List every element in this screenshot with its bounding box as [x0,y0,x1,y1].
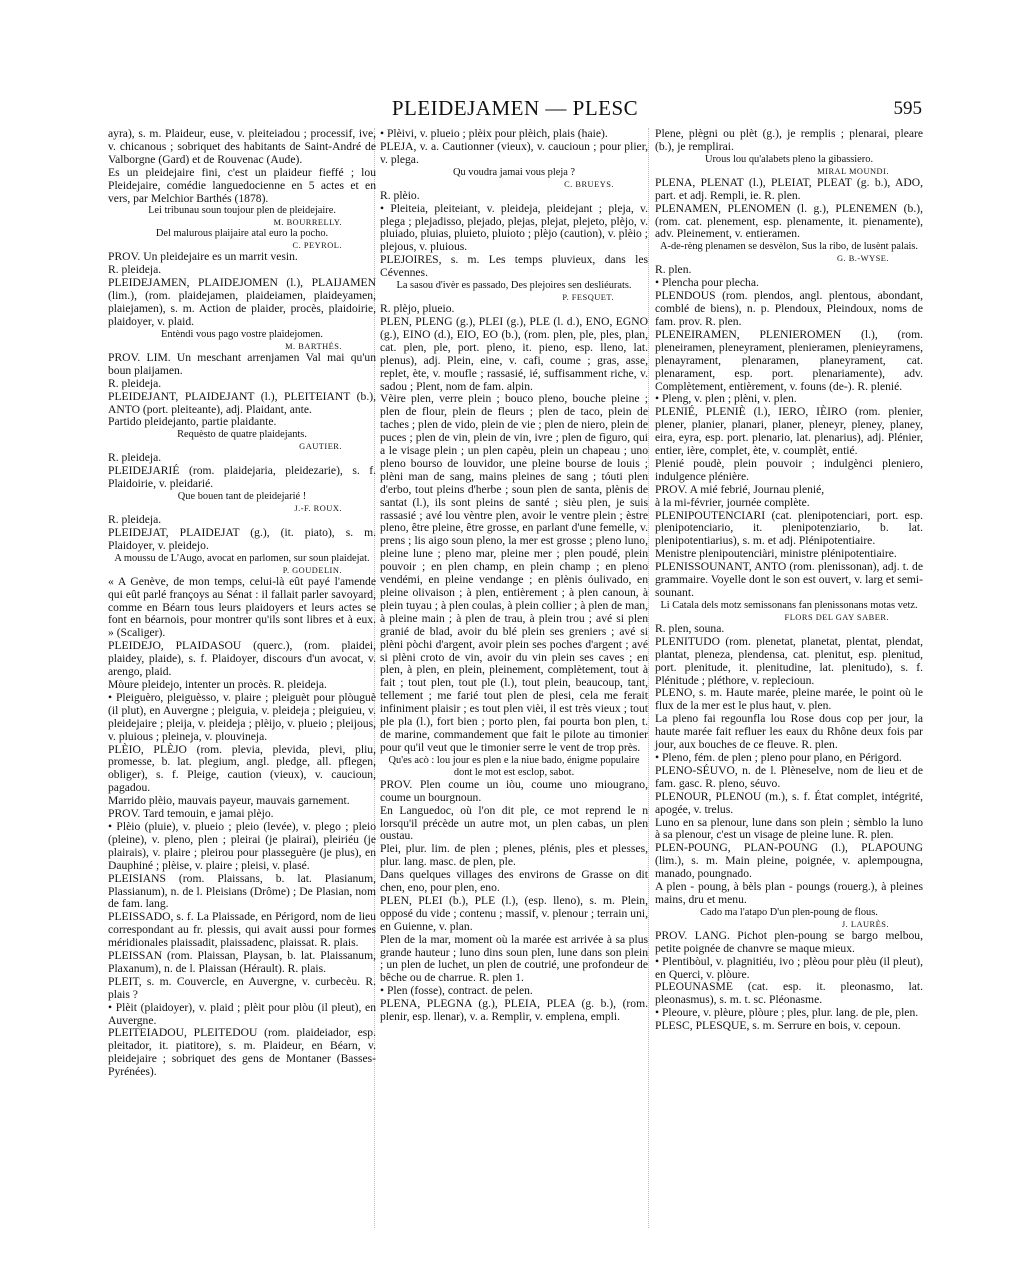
dictionary-entry: • Pleiteia, pleiteiant, v. pleideja, pleidejant ; pleja, v. plega ; plejadisso, plejado, plejas, plejat, plejeto, plèjo, v. pluiado, pluias, pluieto, pluioto ; plèjo (caution), v. plèio ; plejous, v. pluious. [380,201,648,254]
dictionary-entry: PLENIPOUTENCIARI (cat. plenipotenciari, port. esp. plenipotenciario, it. plenipotenziario, b. lat. plenipotentiarius), s. m. et adj. Plénipotentiaire. [655,508,923,548]
dictionary-entry: PROV. LANG. Pichot plen-poung se bargo melbou, petite poignée de chanvre se maque mieux. [655,928,923,955]
quotation-source: J. LAURÈS. [841,919,889,929]
running-title: PLEIDEJAMEN — PLESC [391,96,639,120]
dictionary-entry: R. pleideja. [108,513,162,527]
dictionary-entry: • Pleoure, v. plèure, plòure ; ples, plur. lang. de ple, plen. [655,1006,919,1020]
dictionary-entry: Vèire plen, verre plein ; bouco pleno, bouche pleine ; plen de flour, plein de fleurs ; plen de taco, plein de taches ; plen de vido, plein de vie ; plen de niero, plein de puces ; plen de vin, plein de vin, ivre ; plen de fìguro, qui a le visage plein ; un plen capèu, plein un chapeau ; uno pleno bourso de louvidor, une pleine bourse de louis ; plèni man de sang, mains pleines de sang ; tóuti plen d'erbo, tout pleins d'herbe ; soun plen de santa, plènis de santat (l.), ils sont pleins de santé ; sièu plen, je suis rassasié ; avé lou vèntre plen, avoir le ventre plein ; èstre pleno, être pleine, être grosse, en parlant d'une femelle, v. prens ; lis aigo soun pleno, la mer est grosse ; pleno luno, pleine lune ; pleno mar, pleine mer ; plen poudé, plein pouvoir ; en plen champ, en plein champ ; en pleno vendémi, en pleine vendange ; en plènis óulivado, en pleine olivaison ; à plen, entièrement ; à plen canoun, à plein tuyau ; à plen coulas, à plein collier ; à plen de man, à pleine main ; à plen de trau, à plein trou ; avé si plen granié de blad, avoir du blé plein ses greniers ; avé si plèni pòchi d'argent, avoir plein ses poches d'argent ; avé si plèni croto de vin, avoir du vin plein ses caves ; en plen, à plen, en plein, pleinement, complètement, tout à fait ; tout plen, tout ple (l.), tout plein, beaucoup, tant, tellement ; me farié tout plen de plesi, cela me ferait infiniment plaisir ; es tout plen vièi, il est très vieux ; tout ple pla (l.), fort bien ; porto plen, fai pourta bon plen, t. de marine, commandement que fait le pilote au timonier pour qu'il veut que le timonier serre le vent de trop près. [380,392,648,754]
dictionary-entry: A plen - poung, à bèls plan - poungs (rouerg.), à pleines mains, dru et menu. [655,880,923,906]
dictionary-entry: PLEN-POUNG, PLAN-POUNG (l.), PLAPOUNG (lim.), s. m. Main pleine, poignée, v. aplempougna, manado, poungnado. [655,841,923,881]
dictionary-entry: • Pleiguèro, pleiguèsso, v. plaire ; pleiguèt pour plòuguè (il plut), en Auvergne ; pleiguia, v. pleideja ; pleiguieu, v. pleidejaire ; pleija, v. pleideja ; plèijo, v. plueio ; pleijous, v. pluious ; pleineja, v. plouvineja. [108,690,376,743]
quotation: Entèndi vous pago vostre plaidejomen. [161,328,323,340]
dictionary-entry: PLESC, PLESQUE, s. m. Serrure en bois, v. cepoun. [655,1019,901,1033]
quotation: Requèsto de quatre plaidejants. [177,429,307,441]
quotation-source: MIRAL MOUNDI. [817,166,889,176]
dictionary-entry: • Plèio (pluie), v. plueio ; pleio (levée), v. plego ; pleio (pleine), v. pleno, plen ; pleirai (je plairai), pleiriéu (je plairais), v. plaire ; pleirou pour plasseguère (je plus), en Dauphiné ; plèise, v. plaire ; pleisi, v. plasé. [108,819,376,872]
dictionary-entry: R. pleideja. [108,263,162,277]
quotation-source: M. BARTHÉS. [285,341,342,351]
quotation: La sasou d'ivèr es passado, Des plejoires sen desliéurats. [396,280,632,292]
dictionary-entry: PLENIÉ, PLENIÈ (l.), IERO, IÈIRO (rom. plenier, plener, planier, planari, planer, pleneyr, pleney, planey, eira, eyra, esp. port. plenario, lat. plenarius), adj. Plénier, entier, ière, complet, ète, v. coumplèt, entié. [655,405,923,458]
dictionary-entry: Plen de la mar, moment où la marée est arrivée à sa plus grande hauteur ; luno dins soun plen, lune dans son plein ; un plen de luchet, un plen de coutrié, une profondeur de bêche ou de charrue. R. plen 1. [380,932,648,985]
dictionary-entry: PLEN, PLEI (b.), PLE (l.), (esp. lleno), s. m. Plein, opposé du vide ; contenu ; massif, v. plenour ; terrain uni, en Guienne, v. plan. [380,893,648,933]
quotation: A moussu de L'Augo, avocat en parlomen, sur soun plaidejat. [114,552,370,564]
dictionary-entry: R. plèjo, plueio. [380,302,455,316]
dictionary-entry: PLEISIANS (rom. Plaissans, b. lat. Plasianum, Plassianum), n. de l. Pleisians (Drôme) ; De Plasian, nom de fam. lang. [108,871,376,911]
dictionary-entry: « A Genève, de mon temps, celui-là eût payé l'amende qui eût parlé françoys au Sénat : il fallait parler savoyard, comme en Béarn tous leurs plaidoyers et leurs actes se font en béarnois, pour montrer qu'ils sont libres et à eux. » (Scaliger). [108,574,376,640]
quotation: A-de-rèng plenamen se desvèlon, Sus la ribo, de lusènt palais. [660,241,918,253]
quotation-source: M. BOURRELLY. [273,218,342,228]
dictionary-entry: PLENA, PLENAT (l.), PLEIAT, PLEAT (g. b.), ADO, part. et adj. Rempli, ie. R. plen. [655,175,923,202]
dictionary-entry: PLEJA, v. a. Cautionner (vieux), v. caucioun ; pour plier, v. plega. [380,139,648,166]
page-number: 595 [893,98,922,119]
quotation-source: P. GOUDELIN. [282,565,342,575]
dictionary-entry: PROV. Plen coume un iòu, coume uno miougrano, coume un bourgnoun. [380,777,648,804]
dictionary-entry: • Plèit (plaidoyer), v. plaid ; plèit pour plòu (il pleut), en Auvergne. [108,1000,376,1027]
dictionary-entry: PROV. LIM. Un meschant arrenjamen Val mai qu'un boun plaijamen. [108,350,376,377]
dictionary-entry: R. pleideja. [108,376,162,390]
dictionary-entry: Dans quelques villages des environs de Grasse on dit chen, eno, pour plen, eno. [380,868,648,895]
dictionary-entry: PLENOUR, PLENOU (m.), s. f. État complet, intégrité, apogée, v. trelus. [655,789,923,816]
dictionary-entry: R. pleideja. [108,451,162,465]
column-divider [648,128,649,1228]
dictionary-entry: PLÈIO, PLÈJO (rom. plevia, plevida, plevi, pliu, promesse, b. lat. plegium, angl. pledge, all. pflegen, obliger), s. f. Pleige, caution (vieux), v. caucioun, pagadou. [108,742,376,795]
dictionary-entry: PLEIDEJO, PLAIDASOU (querc.), (rom. plaidei, plaidey, plaide), s. f. Plaidoyer, discours d'un avocat, v. arengo, plaid. [108,639,376,679]
dictionary-entry: Plei, plur. lim. de plen ; plenes, plénis, ples et plesses, plur. lang. masc. de plen, ple. [380,842,648,869]
dictionary-entry: ayra), s. m. Plaideur, euse, v. pleiteiadou ; processif, ive, v. chicanous ; sobriquet des habitants de Saint-André de Valborgne (Gard) et de Rouvenac (Aude). [108,127,376,166]
dictionary-entry: PLEOUNASME (cat. esp. it. pleonasmo, lat. pleonasmus), s. m. t. sc. Pléonasme. [655,980,923,1007]
dictionary-entry: PLENEIRAMEN, PLENIEROMEN (l.), (rom. pleneiramen, pleneyrament, plenieramen, plenieyramens, plenayrament, plenaramen, planeyrament, cat. plenarament, esp. port. plenariamente), adv. Complètement, entièrement, v. founs (de-). R. plenié. [655,327,923,393]
dictionary-entry: La pleno fai regounfla lou Rose dous cop per jour, la haute marée fait refluer les eaux du Rhône deux fois par jour, aux bouches de ce fleuve. R. plen. [655,712,923,752]
quotation: Lei tribunau soun toujour plen de pleidejaire. [148,205,336,217]
dictionary-entry: • Plencha pour plecha. [655,276,759,290]
dictionary-entry: PROV. A mié febrié, Journau plenié, [655,482,825,496]
dictionary-entry: Marrido plèio, mauvais payeur, mauvais garnement. [108,794,350,808]
quotation: Cado ma l'atapo D'un plen-poung de flous. [700,906,878,918]
dictionary-entry: PLEJOIRES, s. m. Les temps pluvieux, dans les Cévennes. [380,253,648,280]
quotation: Li Catala dels motz semissonans fan plenissonans motas vetz. [660,599,918,611]
quotation-source: J.-F. ROUX. [294,504,342,514]
quotation: Qu'es acò : lou jour es plen e la niue bado, énigme populaire dont le mot est esclop, sabot. [388,754,640,778]
dictionary-entry: à la mi-février, journée complète. [655,495,810,509]
dictionary-entry: PLENAMEN, PLENOMEN (l. g.), PLENEMEN (b.), (rom. cat. plenement, esp. plenamente, it. pienamente), adv. Pleinement, v. entieramen. [655,201,923,241]
quotation-source: GAUTIER. [299,442,342,452]
dictionary-entry: • Pleno, fém. de plen ; pleno pour plano, en Périgord. [655,750,902,764]
dictionary-entry: PLEIT, s. m. Couvercle, en Auvergne, v. curbecèu. R. plais ? [108,974,376,1001]
quotation: Que bouen tant de pleidejarié ! [177,491,307,503]
dictionary-entry: Es un pleidejaire fini, c'est un plaideur fieffé ; lou Pleidejaire, comédie languedocienne en 5 actes et en vers, par Melchior Barthés (1878). [108,165,376,205]
dictionary-entry: Plenié poudè, plein pouvoir ; indulgènci pleniero, indulgence plénière. [655,456,923,483]
dictionary-entry: • Plen (fosse), contract. de pelen. [380,984,533,998]
dictionary-entry: En Languedoc, où l'on dit ple, ce mot reprend le n lorsqu'il précède un autre mot, un plen cabas, un plen oustau. [380,803,648,843]
dictionary-entry: R. plen, souna. [655,621,725,635]
dictionary-entry: • Plèivi, v. plueio ; plèix pour plèich, plais (haie). [380,127,608,140]
dictionary-entry: Luno en sa plenour, lune dans son plein ; sèmblo la luno à sa plenour, c'est un visage de pleine lune. R. plen. [655,815,923,842]
column-left [108,128,376,1079]
dictionary-entry: PLEIDEJARIÉ (rom. plaidejaria, pleidezarie), s. f. Plaidoirie, v. pleidarié. [108,464,376,491]
dictionary-entry: • Plentibòul, v. plagnitiéu, ivo ; plèou pour plèu (il pleut), en Querci, v. plòure. [655,954,923,981]
dictionary-entry: Menistre plenipoutenciàri, ministre plénipotentiaire. [655,547,897,561]
dictionary-entry: PLEIDEJAMEN, PLAIDEJOMEN (l.), PLAIJAMEN (lim.), (rom. plaidejamen, plaideiamen, plaideyamen, plaiejamen), s. m. Action de plaider, procès, plaidoirie, plaidoyer, v. plaid. [108,276,376,328]
dictionary-entry: Partido pleidejanto, partie plaidante. [108,415,277,429]
dictionary-entry: R. plen. [655,263,692,277]
dictionary-entry: PLEITEIADOU, PLEITEDOU (rom. plaideiador, esp. pleitador, it. piatitore), s. m. Plaideur, en Béarn, v. pleidejaire ; sobriquet des gens de Montaner (Basses-Pyrénées). [108,1026,376,1079]
dictionary-entry: PLENDOUS (rom. plendos, angl. plentous, abondant, comblé de biens), n. p. Plendoux, Pleindoux, noms de fam. prov. R. plen. [655,289,923,328]
quotation-source: G. B.-WYSE. [836,254,889,264]
dictionary-entry: PROV. Tard temouin, e jamai plèjo. [108,807,274,821]
dictionary-entry: R. plèio. [380,188,420,202]
dictionary-entry: PLEN, PLENG (g.), PLEI (g.), PLE (l. d.), ENO, EGNO (g.), EINO (d.), EIO, EO (b.), (rom. plen, ple, ples, plan, cat. plen, ple, port. pleno, it. pieno, esp. lleno, lat. plenus), adj. Plein, eine, v. cafi, coume ; gras, asse, replet, ète, v. moufle ; rassasié, ié, suffisamment riche, v. sadou ; Plent, nom de fam. alpin. [380,314,648,393]
dictionary-entry: PLEISSADO, s. f. La Plaissade, en Périgord, nom de lieu correspondant au fr. plessis, qui avait aussi pour formes méridionales plaissadit, plaissadenc, plaissat. R. plais. [108,910,376,950]
dictionary-entry: PLEIDEJANT, PLAIDEJANT (l.), PLEITEIANT (b.), ANTO (port. pleiteante), adj. Plaidant, ante. [108,389,376,416]
quotation-source: P. FESQUET. [562,293,614,303]
column-right [655,128,923,1033]
dictionary-entry: Plene, plègni ou plèt (g.), je remplis ; plenarai, pleare (b.), je remplirai. [655,127,923,153]
quotation: Qu voudra jamai vous pleja ? [452,166,576,178]
dictionary-entry: PLENO, s. m. Haute marée, pleine marée, le point où le flux de la mer est le plus haut, v. plen. [655,686,923,713]
quotation-source: C. PEYROL. [292,241,342,251]
page-header [108,96,922,126]
dictionary-entry: Mòure pleidejo, intenter un procès. R. pleideja. [108,678,327,691]
dictionary-entry: PLENO-SÉUVO, n. de l. Plèneselve, nom de lieu et de fam. gasc. R. pleno, séuvo. [655,763,923,790]
dictionary-entry: PLEIDEJAT, PLAIDEJAT (g.), (it. piato), s. m. Plaidoyer, v. pleidejo. [108,525,376,552]
dictionary-entry: PLEISSAN (rom. Plaissan, Playsan, b. lat. Plaissanum, Plaxanum), n. de l. Plaissan (Hérault). R. plais. [108,949,376,975]
dictionary-entry: PLENISSOUNANT, ANTO (rom. plenissonan), adj. t. de grammaire. Voyelle dont le son est ouvert, v. larg et semi-sounant. [655,560,923,599]
quotation-source: C. BRUEYS. [564,179,614,189]
quotation: Del malurous plaijaire atal euro la pocho. [155,228,329,240]
quotation: Urous lou qu'alabets pleno la gibassiero. [704,153,874,165]
dictionary-entry: PLENITUDO (rom. plenetat, planetat, plentat, plendat, plantat, pleneza, plendensa, cat. plenitut, esp. plenitud, port. plenitude, it. plenitudine, lat. plenitudo), s. f. Plénitude ; pléthore, v. replecioun. [655,634,923,687]
dictionary-entry: • Pleng, v. plen ; plèni, v. plen. [655,392,797,406]
dictionary-entry: PROV. Un pleidejaire es un marrit vesin. [108,250,298,264]
dictionary-entry: PLENA, PLEGNA (g.), PLEIA, PLEA (g. b.), (rom. plenir, esp. llenar), v. a. Remplir, v. emplena, empli. [380,997,648,1024]
column-middle [380,128,648,1024]
quotation-source: FLORS DEL GAY SABER. [784,612,889,622]
